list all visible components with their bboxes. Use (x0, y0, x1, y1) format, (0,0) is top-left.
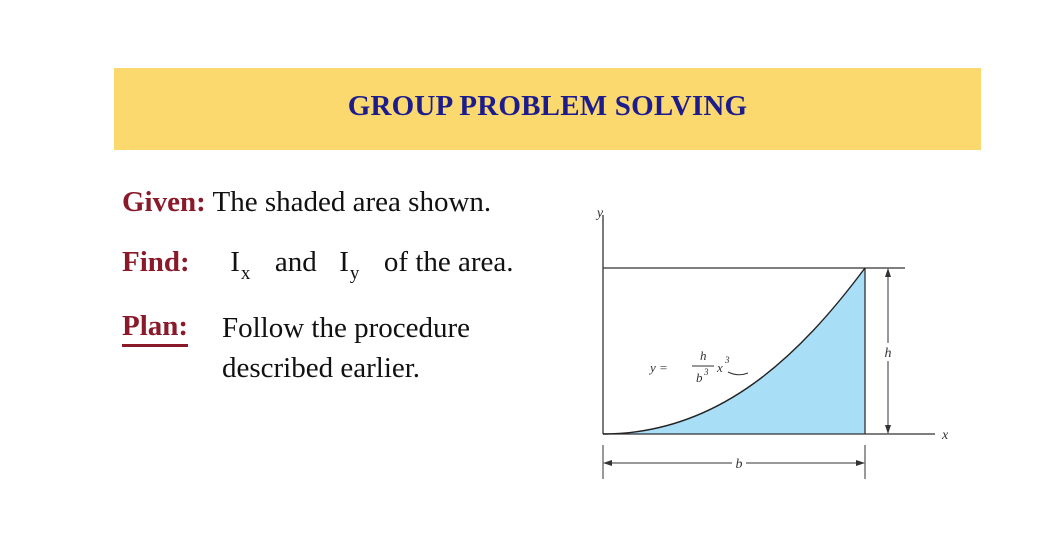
equation-numerator: h (700, 348, 707, 363)
title-banner (114, 68, 981, 150)
b-arrow-left (603, 460, 612, 466)
dim-b-label: b (735, 457, 743, 472)
b-arrow-right (856, 460, 865, 466)
h-arrow-top (885, 268, 891, 277)
shaded-area (603, 268, 865, 434)
find-tail: of the area. (383, 246, 514, 278)
given-line (122, 186, 491, 219)
equation-denominator-exp: 3 (704, 367, 709, 377)
given-label: Given: (122, 186, 206, 218)
iy-symbol: $I_y$ (339, 246, 360, 284)
equation-variable-exp: 3 (725, 355, 730, 365)
given-text: The shaded area shown. (212, 186, 492, 218)
page-title: GROUP PROBLEM SOLVING (347, 90, 748, 122)
y-axis-label: y (596, 206, 604, 221)
find-conjunction: and (274, 246, 317, 278)
plan-label-wrap (122, 310, 188, 343)
dim-h-label: h (884, 346, 892, 361)
find-line (122, 246, 514, 284)
h-arrow-bottom (885, 425, 891, 434)
equation-lhs: y = (650, 360, 668, 375)
ix-symbol: $I_x$ (230, 246, 251, 284)
plan-line-2: described earlier. (222, 352, 421, 384)
plan-label: Plan: (122, 310, 188, 347)
equation-denominator: b (696, 370, 703, 385)
find-label: Find: (122, 246, 190, 278)
area-diagram (560, 195, 980, 495)
equation-leader (728, 372, 748, 375)
equation-variable: x (717, 360, 723, 375)
plan-line-1: Follow the procedure (222, 312, 471, 344)
x-axis-label: x (942, 428, 949, 443)
